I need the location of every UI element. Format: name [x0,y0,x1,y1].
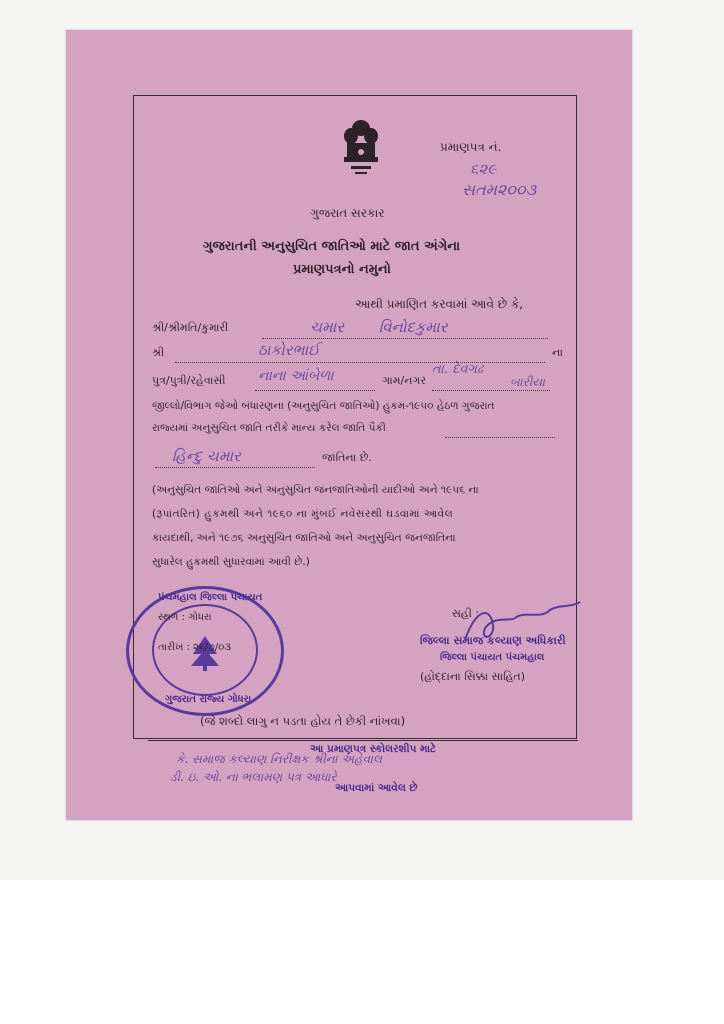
date-label: તારીખ : ૨૬/૭/૦૩ [158,642,231,653]
paragraph-line3: કાયદાથી, અને ૧૯૭૬ અનુસુચિત જાતિઓ અને અનુસુચિત જનજાતિના [152,532,456,544]
scholarship-stamp-line2: આપવામાં આવેલ છે [335,782,418,794]
signature-label: સહી : [452,607,480,620]
designation-label: (હોદ્દાના સિક્કા સાહિત) [420,670,526,683]
seal-ring-top-text: પંચમહાલ જિલ્લા પંચાયત [158,592,263,603]
district-value: બારીયા [510,375,545,389]
certificate-title-line2: પ્રમાણપત્રનો નમુનો [293,262,391,277]
taluka-value: તા. દેવગઢ [432,362,484,377]
seal-ring-bottom-text: ગુજરાત રાજ્ય ગોધરા [165,694,252,705]
name-underline [262,338,548,339]
certificate-number-label: પ્રમાણપત્ર નં. [440,140,502,154]
handwritten-note-line1: કે. સમાજ કલ્યાણ નિરીક્ષક શ્રીના અહેવાલ [176,752,383,766]
place-label: સ્થળ : ગોધરા [158,612,212,623]
clause-line2: રાજ્યમાં અનુસુચિત જાતિ તરીકે માન્ય કરેલ જાતિ પૈકી [152,422,386,434]
father-underline [175,362,545,363]
caste-underline [155,467,315,468]
paragraph-line2: (રૂપાંતરિત) હુકમથી અને ૧૯૬૦ ના મુંબઈ નવેસરથી ઘડવામાં આવેલ [152,508,454,520]
village-value: નાના આંબેળા [258,368,334,384]
father-suffix: ના [552,346,563,359]
name-label: શ્રી/શ્રીમતિ/કુમારી [152,321,229,334]
certificate-number-value: ૬૨૯ [470,160,497,178]
village-underline [255,390,375,391]
handwritten-note-line2: ડી. ઇ. ઓ. ના ભલામણ પત્ર આધારે [170,770,337,784]
caste-suffix: જાતિના છે. [322,451,372,464]
paragraph-line4: સુધારેલ હુકમથી સુધારવામાં આવી છે.) [152,556,310,568]
father-value: ઠાકોરભાઈ [258,341,320,359]
certify-intro: આથી પ્રમાણિત કરવામાં આવે છે કે, [355,297,524,311]
father-label: શ્રી [152,346,165,359]
clause-line1: જીલ્લો/વિભાગ જેઓ બંધારણના (અનુસુચિત જાતિઓ) હુકમ-૧૯૫૦ હેઠળ ગુજરાત [152,400,495,412]
officer-stamp-line1: જિલ્લા સમાજ કલ્યાણ અધિકારી [420,634,566,647]
scholarship-stamp-line1: આ પ્રમાણપત્ર સ્કોલરશીપ માટે [310,743,437,755]
certificate-date-value: સતમ૨૦૦૩ [462,180,537,199]
caste-value: હિન્દુ ચમાર [172,447,241,465]
paragraph-line1: (અનુસુચિત જાતિઓ અને અનુસુચિત જનજાતિઓની યાદીઓ અને ૧૯૫૬ ના [152,484,479,496]
government-heading: ગુજરાત સરકાર [310,206,385,220]
footer-note: (જે શબ્દો લાગુ ન પડતા હોય તે છેકી નાંખવા) [200,714,406,728]
officer-stamp-line2: જિલ્લા પંચાયત પંચમહાલ [440,652,545,663]
certificate-title-line1: ગુજરાતની અનુસુચિત જાતિઓ માટે જાત અંગેના [203,239,461,254]
name-value: ચમાર વિનોદકુમાર [310,318,448,336]
son-of-label: પુત્ર/પુત્રી/રહેવાસી [152,374,226,387]
footer-separator [148,740,578,741]
clause-underline [445,437,555,438]
taluka-underline [432,390,550,391]
ashoka-emblem-icon [341,118,381,186]
village-label: ગામ/નગર [382,374,427,387]
